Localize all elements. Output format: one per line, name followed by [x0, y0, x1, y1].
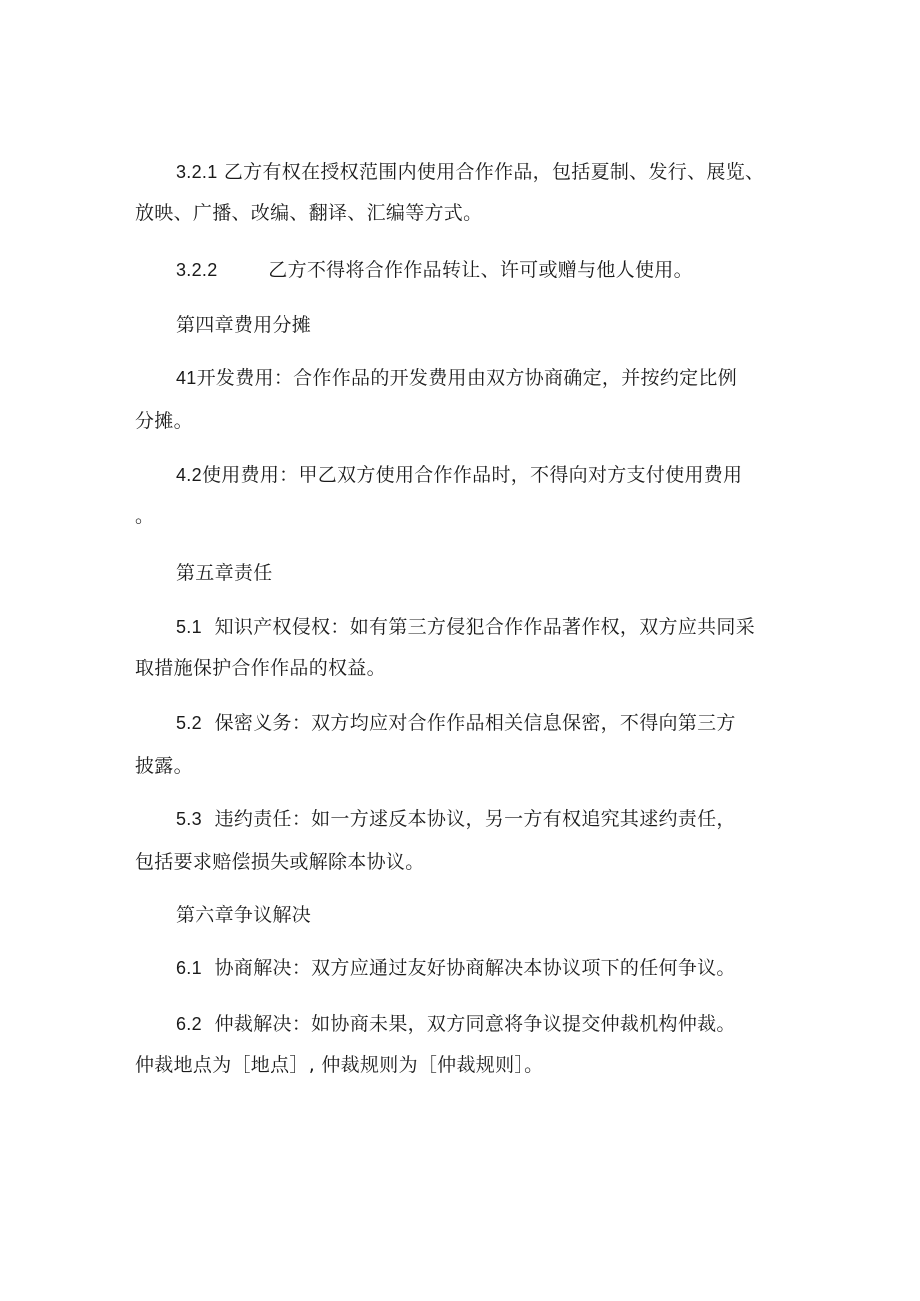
clause-4-1-line-2: 分摊。	[135, 410, 193, 432]
clause-4-1-line-1	[176, 366, 737, 390]
clause-5-2-line-1	[176, 711, 736, 735]
clause-text: 保密义务：双方均应对合作作品相关信息保密，不得向第三方	[201, 712, 736, 734]
clause-number: 3.2.2	[176, 260, 218, 280]
clause-number: 5.2	[176, 713, 202, 733]
clause-5-2-line-2: 披露。	[135, 755, 193, 777]
clause-number: 4.2	[176, 465, 202, 485]
clause-5-3-line-2: 包括要求赔偿损失或解除本协议。	[135, 851, 425, 873]
clause-text: 仲裁解决：如协商未果，双方同意将争议提交仲裁机构仲裁。	[201, 1013, 736, 1035]
clause-5-1-line-1	[176, 615, 755, 639]
clause-text: 乙方不得将合作作品转让、许可或赠与他人使用。	[217, 259, 693, 281]
clause-text: 使用费用：甲乙双方使用合作作品时，不得向对方支付使用费用	[201, 464, 743, 486]
clause-3-2-1-line-2: 放映、广播、改编、翻译、汇编等方式。	[135, 202, 483, 224]
clause-number: 6.2	[176, 1014, 202, 1034]
clause-text: 乙方有权在授权范围内使用合作作品，包括夏制、发行、展览、	[217, 161, 765, 183]
clause-text: 违约责任：如一方逑反本协议，另一方有权追究其逑约责任，	[201, 808, 736, 830]
clause-text: 知识产权侵权：如有第三方侵犯合作作品著作权，双方应共同采	[201, 616, 756, 638]
clause-number: 5.3	[176, 809, 202, 829]
clause-6-2-line-2: 仲裁地点为［地点］, 仲裁规则为［仲裁规则］。	[135, 1054, 544, 1076]
clause-4-2-line-1	[176, 463, 742, 487]
clause-5-3-line-1	[176, 807, 736, 831]
clause-4-2-line-2: 。	[135, 505, 155, 527]
clause-5-1-line-2: 取措施保护合作作品的权益。	[135, 657, 386, 679]
clause-text: 开发费用：合作作品的开发费用由双方协商确定，并按约定比例	[196, 367, 738, 389]
clause-number: 6.1	[176, 958, 202, 978]
clause-text: 协商解决：双方应通过友好协商解决本协议项下的任何争议。	[201, 957, 736, 979]
clause-6-2-line-1	[176, 1012, 736, 1036]
clause-3-2-2-line-1	[176, 258, 693, 282]
clause-number: 5.1	[176, 617, 202, 637]
clause-number: 3.2.1	[176, 162, 218, 182]
clause-number: 41	[176, 368, 197, 388]
clause-3-2-1-line-1	[176, 160, 764, 184]
chapter-heading-5: 第五章责任	[176, 562, 273, 584]
chapter-heading-4: 第四章费用分摊	[176, 314, 312, 336]
chapter-heading-6: 第六章争议解决	[176, 904, 312, 926]
clause-6-1-line-1	[176, 956, 736, 980]
